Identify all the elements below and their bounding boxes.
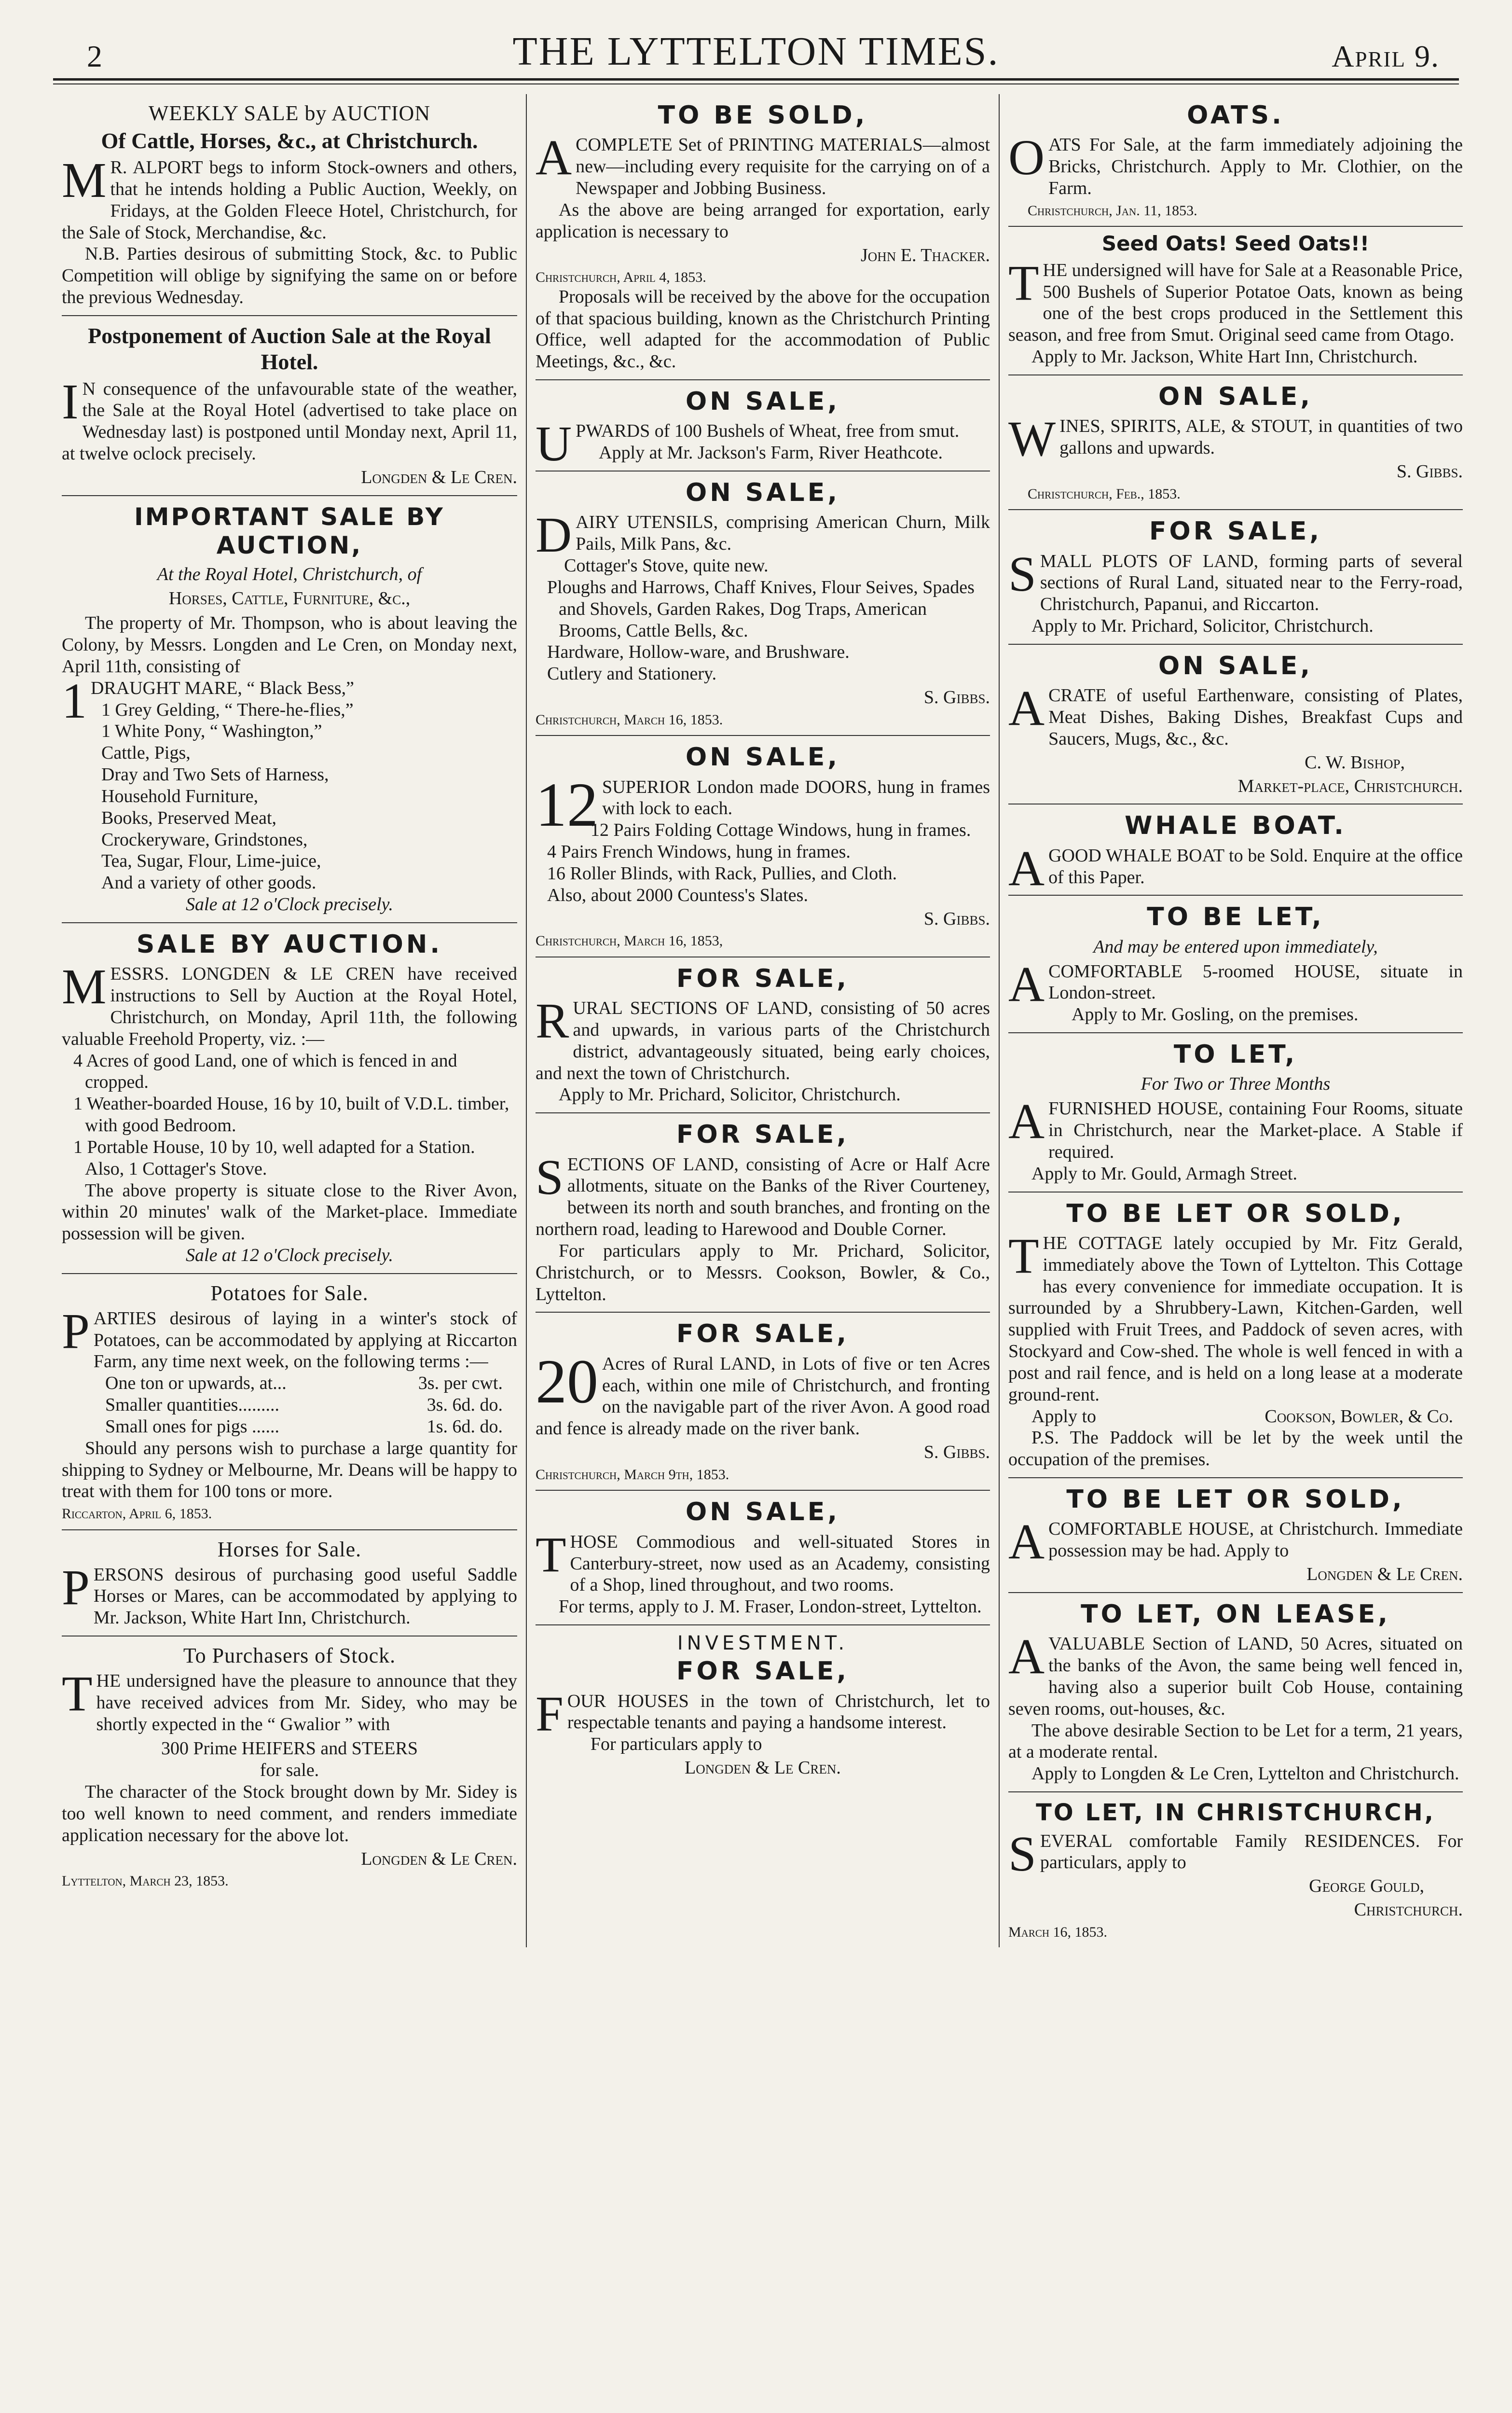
ad-body: EVERAL comfortable Family RESIDENCES. For particulars, apply to [1040, 1831, 1463, 1873]
ad-body: ESSRS. LONGDEN & LE CREN have received instructions to Sell by Auction at the Royal Hotel, Christchurch, on Monday, April 11th, the following valuable Freehold Property, viz. :— [62, 964, 517, 1049]
price-label: One ton or upwards, at... [105, 1373, 287, 1394]
ad-heading: TO LET, IN CHRISTCHURCH, [1036, 1799, 1435, 1826]
ad-body: VALUABLE Section of LAND, 50 Acres, situated on the banks of the Avon, the same being well fenced in, having also a superior built Cob House, containing seven rooms, out-houses, &c. [1008, 1634, 1463, 1719]
ad-earthenware [1008, 645, 1463, 805]
ad-weekly-sale [62, 94, 517, 316]
price-row [62, 1394, 517, 1416]
ad-heading: Horses for Sale. [217, 1537, 362, 1561]
price-row [62, 1416, 517, 1438]
ad-heading: OATS. [1187, 101, 1284, 130]
list-item: Hardware, Hollow-ware, and Brushware. [547, 642, 850, 663]
list-item: Books, Preserved Meat, [101, 807, 277, 828]
ad-heading: TO BE LET OR SOLD, [1066, 1199, 1405, 1228]
ad-on-sale-doors [536, 736, 990, 957]
ad-seed-oats [1008, 227, 1463, 375]
dateline: Christchurch, March 16, 1853, [536, 933, 723, 949]
drop-cap: A [1008, 1629, 1045, 1685]
list-item: Cutlery and Stationery. [547, 664, 717, 684]
drop-cap: T [1008, 1228, 1039, 1284]
sale-time: Sale at 12 o'Clock precisely. [186, 1245, 393, 1266]
ad-to-be-let [1008, 896, 1463, 1033]
ad-body: HOSE Commodious and well-situated Stores in Canterbury-street, now used as an Academy, consisting of a Shop, lined throughout, and two rooms. [570, 1531, 990, 1595]
drop-cap: 20 [536, 1346, 598, 1416]
ad-highlight-2: for sale. [260, 1760, 319, 1781]
ad-subheading: And may be entered upon immediately, [1093, 936, 1378, 957]
drop-cap: 1 [62, 673, 87, 729]
dateline: Christchurch, April 4, 1853. [536, 269, 706, 286]
list-item: Household Furniture, [101, 786, 259, 806]
ad-body: ARTIES desirous of laying in a winter's stock of Potatoes, can be accommodated by applying at Riccarton Farm, any time next week, on the following terms :— [93, 1308, 517, 1372]
drop-cap: O [1008, 130, 1045, 186]
ad-body-2: The above desirable Section to be Let for a term, 21 years, at a moderate rental. [1008, 1720, 1463, 1762]
ad-to-be-sold [536, 94, 990, 380]
ad-signature: S. Gibbs. [923, 908, 990, 929]
newspaper-title: THE LYTTELTON TIMES. [512, 29, 1000, 74]
list-item: 12 Pairs Folding Cottage Windows, hung in frames. [591, 820, 971, 841]
list-item: 1 White Pony, “ Washington,” [101, 721, 322, 742]
price-row [62, 1373, 517, 1394]
price-value: 3s. per cwt. [418, 1373, 503, 1394]
ad-heading: TO BE LET, [1147, 902, 1324, 932]
ad-body: FURNISHED HOUSE, containing Four Rooms, situate in Christchurch, near the Market-place. A Stable if required. [1048, 1098, 1463, 1162]
ad-postponement [62, 316, 517, 496]
drop-cap: D [536, 507, 572, 563]
ad-heading: Seed Oats! Seed Oats!! [1101, 232, 1370, 256]
ad-heading: WHALE BOAT. [1125, 811, 1347, 841]
ad-body: HE undersigned will have for Sale at a Reasonable Price, 500 Bushels of Superior Potatoe Oats, known as being one of the best crops produced in the Settlement this season, and free from Smut. Original seed came from Otago. [1008, 260, 1463, 346]
ad-body: ECTIONS OF LAND, consisting of Acre or Half Acre allotments, situate on the Banks of the River Courteney, between its north and south branches, and fronting on the northern road, leading to Harewood and Double Corner. [536, 1154, 990, 1240]
sale-time: Sale at 12 o'Clock precisely. [186, 894, 393, 915]
ad-body: N consequence of the unfavourable state of the weather, the Sale at the Royal Hotel (advertised to take place on Wednesday last) is postponed until Monday next, April 11, at twelve oclock precisely. [62, 378, 517, 464]
ad-body: ERSONS desirous of purchasing good useful Saddle Horses or Mares, can be accommodated by applying to Mr. Jackson, White Hart Inn, Christchurch. [93, 1564, 517, 1628]
ad-for-sale-sections [536, 1113, 990, 1313]
ad-on-sale-stores [536, 1491, 990, 1625]
ad-body-2: Apply to Mr. Prichard, Solicitor, Christchurch. [1031, 616, 1374, 636]
ad-heading: TO BE SOLD, [658, 101, 868, 130]
dateline: Christchurch, Jan. 11, 1853. [1028, 202, 1197, 219]
list-item: Tea, Sugar, Flour, Lime-juice, [101, 851, 321, 872]
ad-heading: FOR SALE, [1149, 517, 1322, 546]
drop-cap: 12 [536, 770, 598, 840]
ad-body: HE COTTAGE lately occupied by Mr. Fitz Gerald, immediately above the Town of Lyttelton. This Cottage has every convenience for immediate occupation. It is surrounded by a Shrubbery-Lawn, Kitchen-Garden, well supplied with Fruit Trees, and Paddock of seven acres, with Stockyard and Cow-shed. The whole is well fenced in with a post and rail fence, and is held on a long lease at a moderate ground-rent. [1008, 1233, 1463, 1405]
ad-also: Also, 1 Cottager's Stove. [85, 1158, 267, 1179]
list-item: 1 Grey Gelding, “ There-he-flies,” [101, 699, 354, 720]
dateline: Christchurch, March 16, 1853. [536, 711, 723, 728]
ad-heading: SALE BY AUCTION. [136, 929, 443, 959]
ad-body-2: As the above are being arranged for exportation, early application is necessary to [536, 199, 990, 242]
ad-heading: FOR SALE, [676, 964, 849, 993]
ad-signature: George Gould, [1309, 1876, 1424, 1897]
list-item: 1 Portable House, 10 by 10, well adapted for a Station. [73, 1137, 475, 1157]
price-label: Small ones for pigs ...... [105, 1416, 279, 1437]
ad-signature: Longden & Le Cren. [361, 467, 517, 487]
ad-body: ATS For Sale, at the farm immediately adjoining the Bricks, Christchurch. Apply to Mr. Clothier, on the Farm. [1048, 135, 1463, 199]
drop-cap: F [536, 1686, 564, 1742]
drop-cap: U [536, 416, 572, 472]
ad-first-item: DRAUGHT MARE, “ Black Bess,” [91, 678, 355, 698]
ad-body: COMPLETE Set of PRINTING MATERIALS—almost new—including every requisite for the carrying on of a Newspaper and Jobbing Business. [576, 135, 990, 199]
list-item: Cottager's Stove, quite new. [564, 555, 769, 576]
drop-cap: T [536, 1526, 566, 1582]
apply-label: Apply to [1031, 1406, 1097, 1427]
drop-cap: A [1008, 956, 1045, 1012]
ad-signature: Longden & Le Cren. [1306, 1564, 1463, 1584]
ad-body-2: Apply to Mr. Jackson, White Hart Inn, Christchurch. [1031, 347, 1418, 367]
ad-body-2: Apply to Mr. Prichard, Solicitor, Christchurch. [559, 1084, 901, 1105]
ad-heading: TO BE LET OR SOLD, [1066, 1484, 1405, 1514]
ad-heading: WEEKLY SALE by AUCTION [148, 101, 431, 125]
ad-for-sale-rural [536, 957, 990, 1114]
ad-purchasers-stock [62, 1636, 517, 1897]
ad-wines [1008, 375, 1463, 510]
ad-heading: Potatoes for Sale. [210, 1281, 369, 1305]
list-item: 16 Roller Blinds, with Rack, Pullies, and Cloth. [547, 863, 897, 884]
dateline: Christchurch, March 9th, 1853. [536, 1466, 729, 1483]
ad-important-sale [62, 496, 517, 923]
ad-heading: INVESTMENT. [677, 1632, 849, 1655]
ad-body-2: Apply at Mr. Jackson's Farm, River Heathcote. [599, 443, 943, 463]
ad-signature-2: Market-place, Christchurch. [1237, 776, 1463, 796]
ad-body: Acres of Rural LAND, in Lots of five or ten Acres each, within one mile of Christchurch, and fronting on the navigable part of the river Avon. A good road and fence is already made on the river bank. [536, 1353, 990, 1439]
list-item: 4 Pairs French Windows, hung in frames. [547, 842, 851, 862]
ad-body: R. ALPORT begs to inform Stock-owners and others, that he intends holding a Public Auction, Weekly, on Fridays, at the Golden Fleece Hotel, Christchurch, for the Sale of Stock, Merchandise, &c. [62, 157, 517, 243]
column-3 [999, 94, 1471, 1947]
ad-body: OUR HOUSES in the town of Christchurch, let to respectable tenants and paying a handsome interest. [567, 1691, 990, 1733]
ad-subheading-2: Horses, Cattle, Furniture, &c., [168, 588, 411, 609]
ad-heading: To Purchasers of Stock. [183, 1643, 396, 1667]
price-value: 3s. 6d. do. [426, 1395, 503, 1415]
drop-cap: A [1008, 1094, 1045, 1150]
ad-note: N.B. Parties desirous of submitting Stock, &c. to Public Competition will oblige by signifying the same on or before the previous Wednesday. [62, 244, 517, 308]
column-2 [526, 94, 999, 1947]
ad-to-let-furnished [1008, 1033, 1463, 1193]
ad-body: SUPERIOR London made DOORS, hung in frames with lock to each. [602, 777, 990, 819]
ad-body: URAL SECTIONS OF LAND, consisting of 50 acres and upwards, in various parts of the Christchurch district, advantageously situated, being early choices, and next the town of Christchurch. [536, 998, 990, 1083]
dateline: Christchurch, Feb., 1853. [1028, 485, 1181, 502]
ad-signature: Longden & Le Cren. [685, 1758, 841, 1778]
ad-for-sale-acres [536, 1313, 990, 1491]
ad-potatoes [62, 1274, 517, 1530]
ad-heading: ON SALE, [1158, 651, 1313, 680]
ad-subheading: At the Royal Hotel, Christchurch, of [157, 564, 422, 584]
ad-signature: Longden & Le Cren. [361, 1848, 517, 1869]
drop-cap: A [1008, 680, 1045, 736]
ad-investment [536, 1625, 990, 1786]
ad-heading: TO LET, ON LEASE, [1081, 1599, 1390, 1629]
ad-heading: FOR SALE, [676, 1319, 849, 1349]
ad-body-3: Apply to Longden & Le Cren, Lyttelton and Christchurch. [1031, 1763, 1459, 1784]
list-item: And a variety of other goods. [101, 873, 316, 893]
ad-body: COMFORTABLE 5-roomed HOUSE, situate in London-street. [1048, 961, 1463, 1003]
ad-whale-boat [1008, 804, 1463, 896]
ad-body-2: For particulars apply to [590, 1734, 762, 1755]
drop-cap: T [1008, 255, 1039, 311]
drop-cap: M [62, 153, 107, 208]
ad-signature: S. Gibbs. [923, 687, 990, 708]
ad-oats [1008, 94, 1463, 227]
list-item: Dray and Two Sets of Harness, [101, 764, 329, 785]
ad-heading: IMPORTANT SALE BY AUCTION, [134, 502, 445, 559]
ad-horses [62, 1530, 517, 1636]
ad-body-2: For particulars apply to Mr. Prichard, Solicitor, Christchurch, or to Messrs. Cookson, Bowler, & Co., Lyttelton. [536, 1240, 990, 1304]
drop-cap: S [1008, 546, 1036, 602]
list-item: 4 Acres of good Land, one of which is fenced in and cropped. [73, 1050, 457, 1093]
list-item: Crockeryware, Grindstones, [101, 829, 308, 850]
ad-body: PWARDS of 100 Bushels of Wheat, free from smut. [576, 421, 960, 442]
ad-body: MALL PLOTS OF LAND, forming parts of several sections of Rural Land, situated near to the Ferry-road, Christchurch, Papanui, and Riccarton. [1040, 551, 1463, 615]
ad-heading: Postponement of Auction Sale at the Royal Hotel. [88, 323, 491, 374]
ad-to-let-lease [1008, 1593, 1463, 1792]
ad-body: COMFORTABLE HOUSE, at Christchurch. Immediate possession may be had. Apply to [1048, 1519, 1463, 1561]
ad-body: GOOD WHALE BOAT to be Sold. Enquire at the office of this Paper. [1048, 845, 1463, 888]
list-item: 1 Weather-boarded House, 16 by 10, built of V.D.L. timber, with good Bedroom. [73, 1094, 509, 1136]
ad-postscript: P.S. The Paddock will be let by the week until the occupation of the premises. [1008, 1428, 1463, 1470]
issue-date: April 9. [1332, 39, 1440, 73]
drop-cap: S [536, 1149, 564, 1205]
ad-heading-2: FOR SALE, [676, 1657, 849, 1686]
list-item: Ploughs and Harrows, Chaff Knives, Flour Seives, Spades and Shovels, Garden Rakes, Dog Traps, American Brooms, Cattle Bells, &c. [547, 577, 975, 641]
ad-signature: S. Gibbs. [923, 1442, 990, 1463]
ad-on-sale-wheat [536, 380, 990, 472]
ad-cottage [1008, 1193, 1463, 1478]
drop-cap: A [1008, 1514, 1045, 1570]
drop-cap: P [62, 1559, 90, 1615]
columns [53, 94, 1476, 1947]
ad-body-2: Apply to Mr. Gould, Armagh Street. [1031, 1163, 1297, 1184]
page-number: 2 [87, 39, 102, 73]
drop-cap: A [536, 130, 572, 186]
price-value: 1s. 6d. do. [426, 1416, 503, 1437]
list-item: Cattle, Pigs, [101, 743, 191, 763]
ad-body-2: The character of the Stock brought down by Mr. Sidey is too well known to need comment, and renders immediate application necessary for the above lot. [62, 1782, 517, 1845]
dateline: Riccarton, April 6, 1853. [62, 1506, 212, 1522]
ad-body: INES, SPIRITS, ALE, & STOUT, in quantities of two gallons and upwards. [1059, 416, 1463, 458]
drop-cap: R [536, 993, 569, 1049]
list-item: Also, about 2000 Countess's Slates. [547, 885, 808, 905]
dateline: March 16, 1853. [1008, 1924, 1108, 1940]
ad-subheading: For Two or Three Months [1141, 1074, 1331, 1095]
ad-body: HE undersigned have the pleasure to announce that they have received advices from Mr. Sidey, who may be shortly expected in the “ Gwalior ” with [96, 1670, 517, 1734]
ad-signature: S. Gibbs. [1396, 461, 1463, 482]
ad-body: AIRY UTENSILS, comprising American Churn, Milk Pails, Milk Pans, &c. [576, 512, 990, 555]
ad-signature: John E. Thacker. [860, 245, 990, 265]
ad-heading: ON SALE, [686, 1498, 840, 1527]
masthead [53, 19, 1459, 72]
masthead-rule-thin [53, 83, 1459, 84]
drop-cap: S [1008, 1826, 1036, 1882]
ad-subheading: Of Cattle, Horses, &c., at Christchurch. [101, 128, 478, 153]
ad-sale-by-auction [62, 923, 517, 1274]
ad-highlight: 300 Prime HEIFERS and STEERS [161, 1738, 418, 1759]
ad-body: CRATE of useful Earthenware, consisting of Plates, Meat Dishes, Baking Dishes, Breakfast Cups and Saucers, Mugs, &c., &c. [1048, 685, 1463, 749]
ad-body-2: The above property is situate close to the River Avon, within 20 minutes' walk of the Market-place. Immediate possession will be given. [62, 1180, 517, 1244]
column-1 [53, 94, 526, 1947]
dateline: Lyttelton, March 23, 1853. [62, 1873, 229, 1889]
ad-intro: The property of Mr. Thompson, who is about leaving the Colony, by Messrs. Longden and Le Cren, on Monday next, April 11th, consisting of [62, 613, 517, 677]
ad-signature: C. W. Bishop, [1305, 752, 1405, 773]
apply-line [1008, 1406, 1463, 1428]
ad-heading: ON SALE, [686, 478, 840, 508]
drop-cap: M [62, 959, 107, 1015]
ad-heading: ON SALE, [1158, 382, 1313, 411]
ad-heading: TO LET, [1173, 1040, 1298, 1069]
ad-body-2: For terms, apply to J. M. Fraser, London-street, Lyttelton. [559, 1596, 982, 1617]
drop-cap: P [62, 1303, 90, 1359]
drop-cap: A [1008, 840, 1045, 896]
ad-comfortable-house [1008, 1478, 1463, 1593]
ad-body-2: Should any persons wish to purchase a large quantity for shipping to Sydney or Melbourne, Mr. Deans will be happy to treat with them for 100 tons or more. [62, 1438, 517, 1502]
drop-cap: W [1008, 411, 1056, 467]
ad-on-sale-dairy [536, 472, 990, 736]
ad-heading: FOR SALE, [676, 1120, 849, 1150]
ad-body-3: Proposals will be received by the above for the occupation of that spacious building, known as the Christchurch Printing Office, well adapted for the accommodation of Public Meetings, &c., &c. [536, 286, 990, 372]
apply-to: Cookson, Bowler, & Co. [1265, 1406, 1453, 1427]
ad-heading: ON SALE, [686, 387, 840, 416]
masthead-rule [53, 78, 1459, 81]
ad-small-plots [1008, 510, 1463, 645]
ad-signature-2: Christchurch. [1354, 1900, 1463, 1920]
ad-heading: ON SALE, [686, 743, 840, 772]
drop-cap: I [62, 374, 79, 430]
price-label: Smaller quantities......... [105, 1395, 279, 1415]
ad-residences [1008, 1792, 1463, 1947]
ad-body-2: Apply to Mr. Gosling, on the premises. [1072, 1004, 1359, 1025]
drop-cap: T [62, 1665, 93, 1721]
